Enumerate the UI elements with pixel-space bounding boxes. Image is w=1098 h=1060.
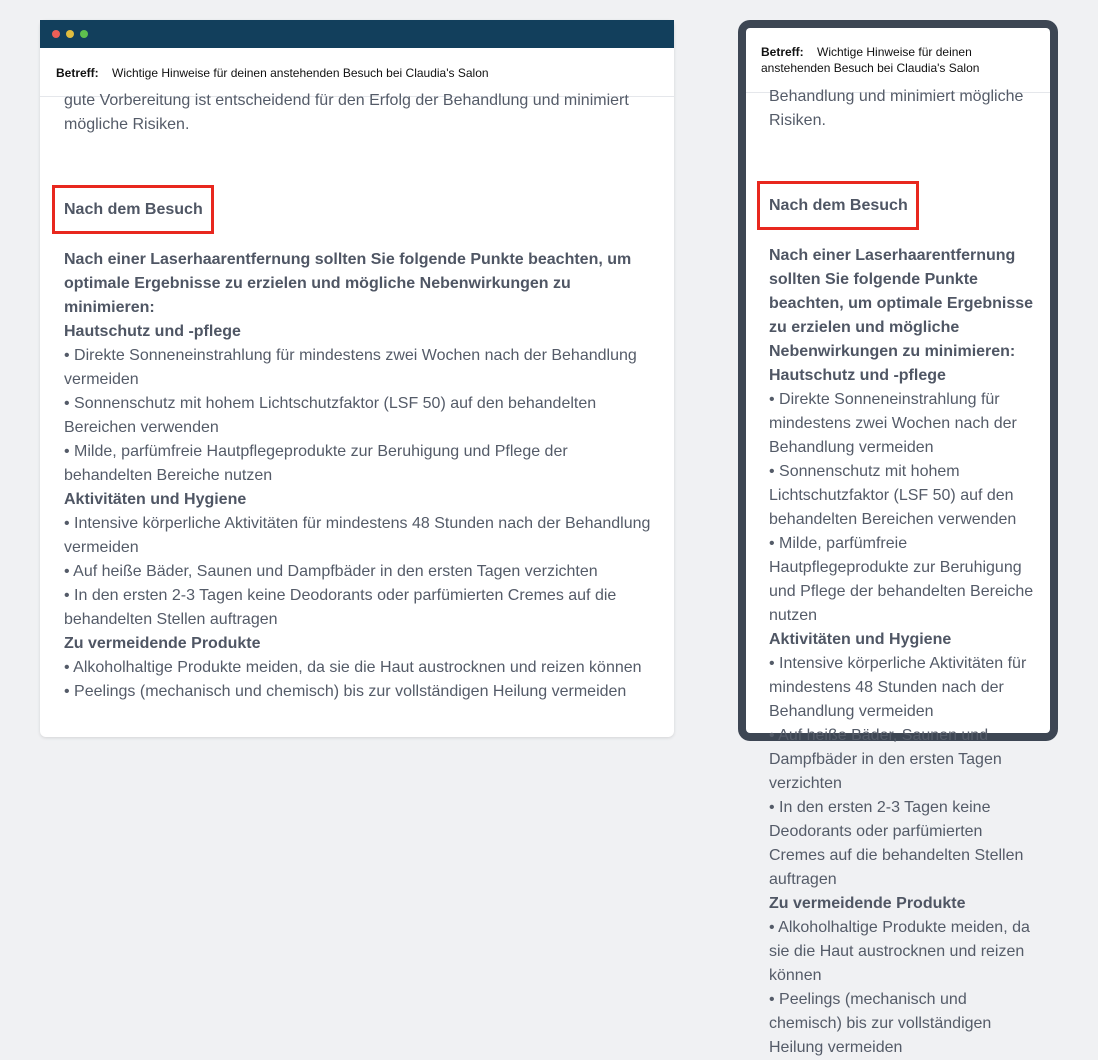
list-item: • Milde, parfümfreie Hautpflegeprodukte zur Beruhigung und Pflege der behandelten Bereiche nutzen <box>769 535 1034 624</box>
list-item: • In den ersten 2-3 Tagen keine Deodorants oder parfümierten Cremes auf die behandelten Stellen auftragen <box>769 799 1024 888</box>
subject-text: Wichtige Hinweise für deinen anstehenden Besuch bei Claudia's Salon <box>761 45 980 75</box>
list-item: • Auf heiße Bäder, Saunen und Dampfbäder in den ersten Tagen verzichten <box>769 727 1002 792</box>
list-item: • Alkoholhaltige Produkte meiden, da sie die Haut austrocknen und reizen können <box>769 919 1030 984</box>
list-item: • Auf heiße Bäder, Saunen und Dampfbäder in den ersten Tagen verzichten <box>64 563 598 580</box>
list-item: • Sonnenschutz mit hohem Lichtschutzfaktor (LSF 50) auf den behandelten Bereichen verwenden <box>769 463 1017 528</box>
section-heading-highlight <box>52 185 214 234</box>
mobile-subject-line <box>746 28 1050 93</box>
list-item: • Intensive körperliche Aktivitäten für mindestens 48 Stunden nach der Behandlung vermeiden <box>64 515 651 556</box>
email-content <box>64 89 658 704</box>
group-title: Zu vermeidende Produkte <box>64 635 261 652</box>
intro-paragraph: Nach einer Laserhaarentfernung sollten Sie folgende Punkte beachten, um optimale Ergebnisse zu erzielen und mögliche Nebenwirkungen zu minimieren: <box>64 251 632 316</box>
maximize-window-icon[interactable] <box>80 30 88 38</box>
list-item: • Peelings (mechanisch und chemisch) bis zur vollständigen Heilung vermeiden <box>769 991 992 1056</box>
lead-paragraph: Behandlung und minimiert mögliche Risiken. <box>769 88 1024 129</box>
list-item: • Peelings (mechanisch und chemisch) bis zur vollständigen Heilung vermeiden <box>64 683 627 700</box>
window-title-bar <box>40 20 674 48</box>
list-item: • Sonnenschutz mit hohem Lichtschutzfaktor (LSF 50) auf den behandelten Bereichen verwenden <box>64 395 597 436</box>
section-heading: Nach dem Besuch <box>64 201 203 218</box>
subject-text: Wichtige Hinweise für deinen anstehenden Besuch bei Claudia's Salon <box>112 66 489 80</box>
section-heading: Nach dem Besuch <box>769 197 908 214</box>
section-heading-highlight <box>757 181 919 230</box>
group-title: Aktivitäten und Hygiene <box>64 491 247 508</box>
desktop-email-window <box>40 20 674 737</box>
list-item: • Direkte Sonneneinstrahlung für mindestens zwei Wochen nach der Behandlung vermeiden <box>64 347 637 388</box>
subject-label: Betreff: <box>56 66 99 80</box>
list-item: • Milde, parfümfreie Hautpflegeprodukte zur Beruhigung und Pflege der behandelten Bereiche nutzen <box>64 443 568 484</box>
minimize-window-icon[interactable] <box>66 30 74 38</box>
mobile-screen <box>746 28 1050 1056</box>
list-item: • Direkte Sonneneinstrahlung für mindestens zwei Wochen nach der Behandlung vermeiden <box>769 391 1017 456</box>
email-body[interactable] <box>64 92 658 737</box>
lead-paragraph: gute Vorbereitung ist entscheidend für den Erfolg der Behandlung und minimiert mögliche Risiken. <box>64 92 629 133</box>
group-title: Hautschutz und -pflege <box>64 323 241 340</box>
mobile-device-frame <box>738 20 1058 1056</box>
list-item: • Alkoholhaltige Produkte meiden, da sie die Haut austrocknen und reizen können <box>64 659 642 676</box>
mobile-email-content <box>769 85 1036 1060</box>
intro-paragraph: Nach einer Laserhaarentfernung sollten Sie folgende Punkte beachten, um optimale Ergebnisse zu erzielen und mögliche Nebenwirkungen zu minimieren: <box>769 247 1034 360</box>
list-item: • In den ersten 2-3 Tagen keine Deodorants oder parfümierten Cremes auf die behandelten Stellen auftragen <box>64 587 617 628</box>
list-item: • Intensive körperliche Aktivitäten für mindestens 48 Stunden nach der Behandlung vermeiden <box>769 655 1027 720</box>
mobile-email-body[interactable] <box>769 88 1036 1056</box>
subject-label: Betreff: <box>761 45 804 59</box>
group-title: Aktivitäten und Hygiene <box>769 631 952 648</box>
group-title: Zu vermeidende Produkte <box>769 895 966 912</box>
group-title: Hautschutz und -pflege <box>769 367 946 384</box>
close-window-icon[interactable] <box>52 30 60 38</box>
